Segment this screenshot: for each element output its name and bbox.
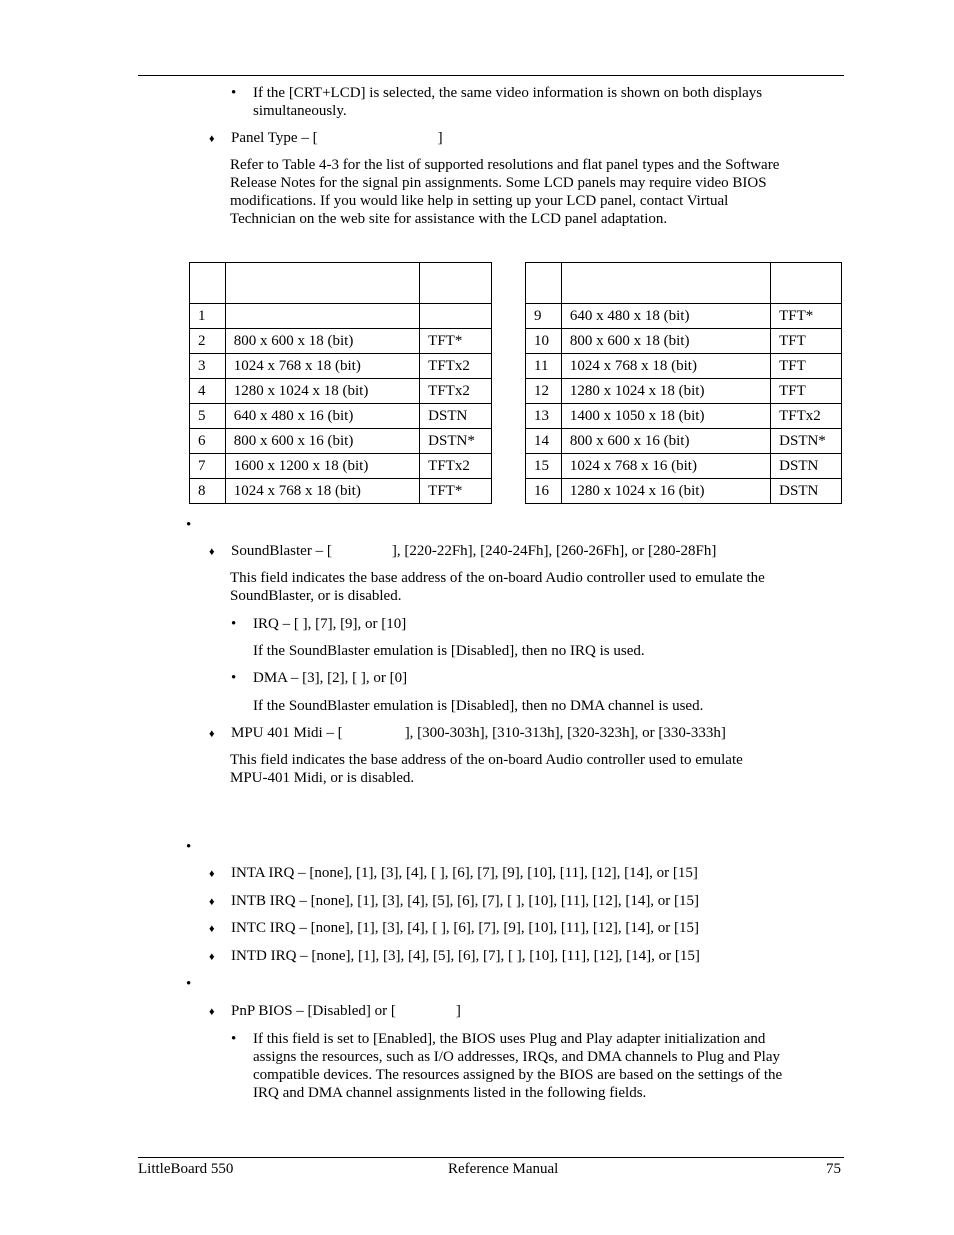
table-cell: 5 [190,404,226,429]
table-cell: 1024 x 768 x 18 (bit) [561,354,770,379]
pci-section-bullet: • [186,839,192,855]
table-cell: 8 [190,479,226,504]
pnp-label: PnP BIOS – [Disabled] or [ [231,1003,396,1019]
panel-type-desc-2: Release Notes for the signal pin assignments. Some LCD panels may require video BIOS [230,175,767,191]
inta-irq-option: ♦ INTA IRQ – [none], [1], [3], [4], [ ], [6], [7], [9], [10], [11], [12], [14], or [15] [231,864,698,882]
table-row [190,429,492,454]
table-cell: 800 x 600 x 18 (bit) [561,329,770,354]
table-cell: 1280 x 1024 x 18 (bit) [561,379,770,404]
table-cell: TFT* [420,329,492,354]
pnp-desc-2: assigns the resources, such as I/O addresses, IRQs, and DMA channels to Plug and Play [253,1049,780,1065]
panel-type-close: ] [437,130,443,146]
table-row [526,454,842,479]
pnp-desc-1: • If this field is set to [Enabled], the BIOS uses Plug and Play adapter initialization and [253,1030,765,1048]
table-row [526,379,842,404]
table-cell: TFT [771,379,842,404]
table-cell: 15 [526,454,562,479]
pnp-bios-option [231,1002,461,1020]
crt-lcd-note-line-2: simultaneously. [253,103,347,119]
table-cell: 9 [526,304,562,329]
pnp-close: ] [455,1003,461,1019]
audio-section-bullet: • [186,517,192,533]
table-cell: 640 x 480 x 16 (bit) [225,404,419,429]
soundblaster-label: SoundBlaster – [ [231,543,332,559]
table-row [526,329,842,354]
mpu-desc-1: This field indicates the base address of the on-board Audio controller used to emulate [230,752,743,768]
panel-table-left [189,262,492,504]
table-cell: TFT* [771,304,842,329]
table-cell: 1280 x 1024 x 18 (bit) [225,379,419,404]
irq-option: • IRQ – [ ], [7], [9], or [10] [253,615,406,633]
table-cell: DSTN [420,404,492,429]
table-row [190,329,492,354]
footer-center: Reference Manual [448,1161,559,1177]
mpu-values: ], [300-303h], [310-313h], [320-323h], or [330-333h] [404,725,726,741]
soundblaster-values: ], [220-22Fh], [240-24Fh], [260-26Fh], or [280-28Fh] [391,543,717,559]
dma-option: • DMA – [3], [2], [ ], or [0] [253,669,407,687]
table-cell: TFTx2 [771,404,842,429]
intd-irq-option: ♦ INTD IRQ – [none], [1], [3], [4], [5], [6], [7], [ ], [10], [11], [12], [14], or [15] [231,947,700,965]
table-row [526,304,842,329]
mpu-desc-2: MPU-401 Midi, or is disabled. [230,770,415,786]
table-row [526,404,842,429]
table-row [526,479,842,504]
pnp-desc-4: IRQ and DMA channel assignments listed in the following fields. [253,1085,647,1101]
table-cell: DSTN [771,454,842,479]
table-cell: 1280 x 1024 x 16 (bit) [561,479,770,504]
table-cell: 4 [190,379,226,404]
panel-type-desc-4: Technician on the web site for assistance with the LCD panel adaptation. [230,211,668,227]
table-cell: DSTN [771,479,842,504]
table-cell: 800 x 600 x 16 (bit) [561,429,770,454]
table-row [190,454,492,479]
table-cell: 1024 x 768 x 18 (bit) [225,479,419,504]
table-row [190,304,492,329]
table-cell: 16 [526,479,562,504]
irq-note: If the SoundBlaster emulation is [Disabled], then no IRQ is used. [253,643,645,659]
soundblaster-desc-2: SoundBlaster, or is disabled. [230,588,402,604]
table-cell: 640 x 480 x 18 (bit) [561,304,770,329]
table-cell: DSTN* [771,429,842,454]
table-cell: TFTx2 [420,379,492,404]
table-cell: 13 [526,404,562,429]
table-row [190,354,492,379]
mpu-option [231,724,726,742]
intc-irq-option: ♦ INTC IRQ – [none], [1], [3], [4], [ ], [6], [7], [9], [10], [11], [12], [14], or [15] [231,919,699,937]
soundblaster-desc-1: This field indicates the base address of the on-board Audio controller used to emulate the [230,570,765,586]
intb-irq-option: ♦ INTB IRQ – [none], [1], [3], [4], [5], [6], [7], [ ], [10], [11], [12], [14], or [15] [231,892,699,910]
table-cell: 11 [526,354,562,379]
table-cell: TFT [771,329,842,354]
header-rule [138,75,844,76]
table-cell: 10 [526,329,562,354]
table-cell: 12 [526,379,562,404]
table-cell: 800 x 600 x 16 (bit) [225,429,419,454]
table-cell: TFT* [420,479,492,504]
footer-rule [138,1157,844,1158]
soundblaster-option [231,542,716,560]
table-cell: 2 [190,329,226,354]
table-cell [420,304,492,329]
table-cell: 800 x 600 x 18 (bit) [225,329,419,354]
table-cell: 1024 x 768 x 16 (bit) [561,454,770,479]
table-cell: 1600 x 1200 x 18 (bit) [225,454,419,479]
table-row [190,404,492,429]
panel-type-label: Panel Type – [ [231,130,318,146]
panel-table-right [525,262,842,504]
table-cell: TFTx2 [420,354,492,379]
dma-note: If the SoundBlaster emulation is [Disabled], then no DMA channel is used. [253,698,704,714]
panel-type-desc-1: Refer to Table 4-3 for the list of supported resolutions and flat panel types and the Software [230,157,780,173]
mpu-label: MPU 401 Midi – [ [231,725,343,741]
table-row [526,429,842,454]
table-cell [225,304,419,329]
table-cell: 7 [190,454,226,479]
table-row [526,354,842,379]
footer-page-number: 75 [826,1161,841,1177]
table-cell: 1400 x 1050 x 18 (bit) [561,404,770,429]
table-cell: DSTN* [420,429,492,454]
table-cell: 14 [526,429,562,454]
panel-type-desc-3: modifications. If you would like help in setting up your LCD panel, contact Virtual [230,193,729,209]
table-cell: 6 [190,429,226,454]
panel-type-option [231,129,443,147]
table-cell: 3 [190,354,226,379]
table-row [190,379,492,404]
table-cell: 1024 x 768 x 18 (bit) [225,354,419,379]
table-cell: 1 [190,304,226,329]
table-row [190,479,492,504]
pnp-desc-3: compatible devices. The resources assigned by the BIOS are based on the settings of the [253,1067,783,1083]
footer-left: LittleBoard 550 [138,1161,234,1177]
table-cell: TFTx2 [420,454,492,479]
crt-lcd-note-line-1: • If the [CRT+LCD] is selected, the same video information is shown on both displays [253,84,762,102]
table-cell: TFT [771,354,842,379]
pnp-section-bullet: • [186,976,192,992]
